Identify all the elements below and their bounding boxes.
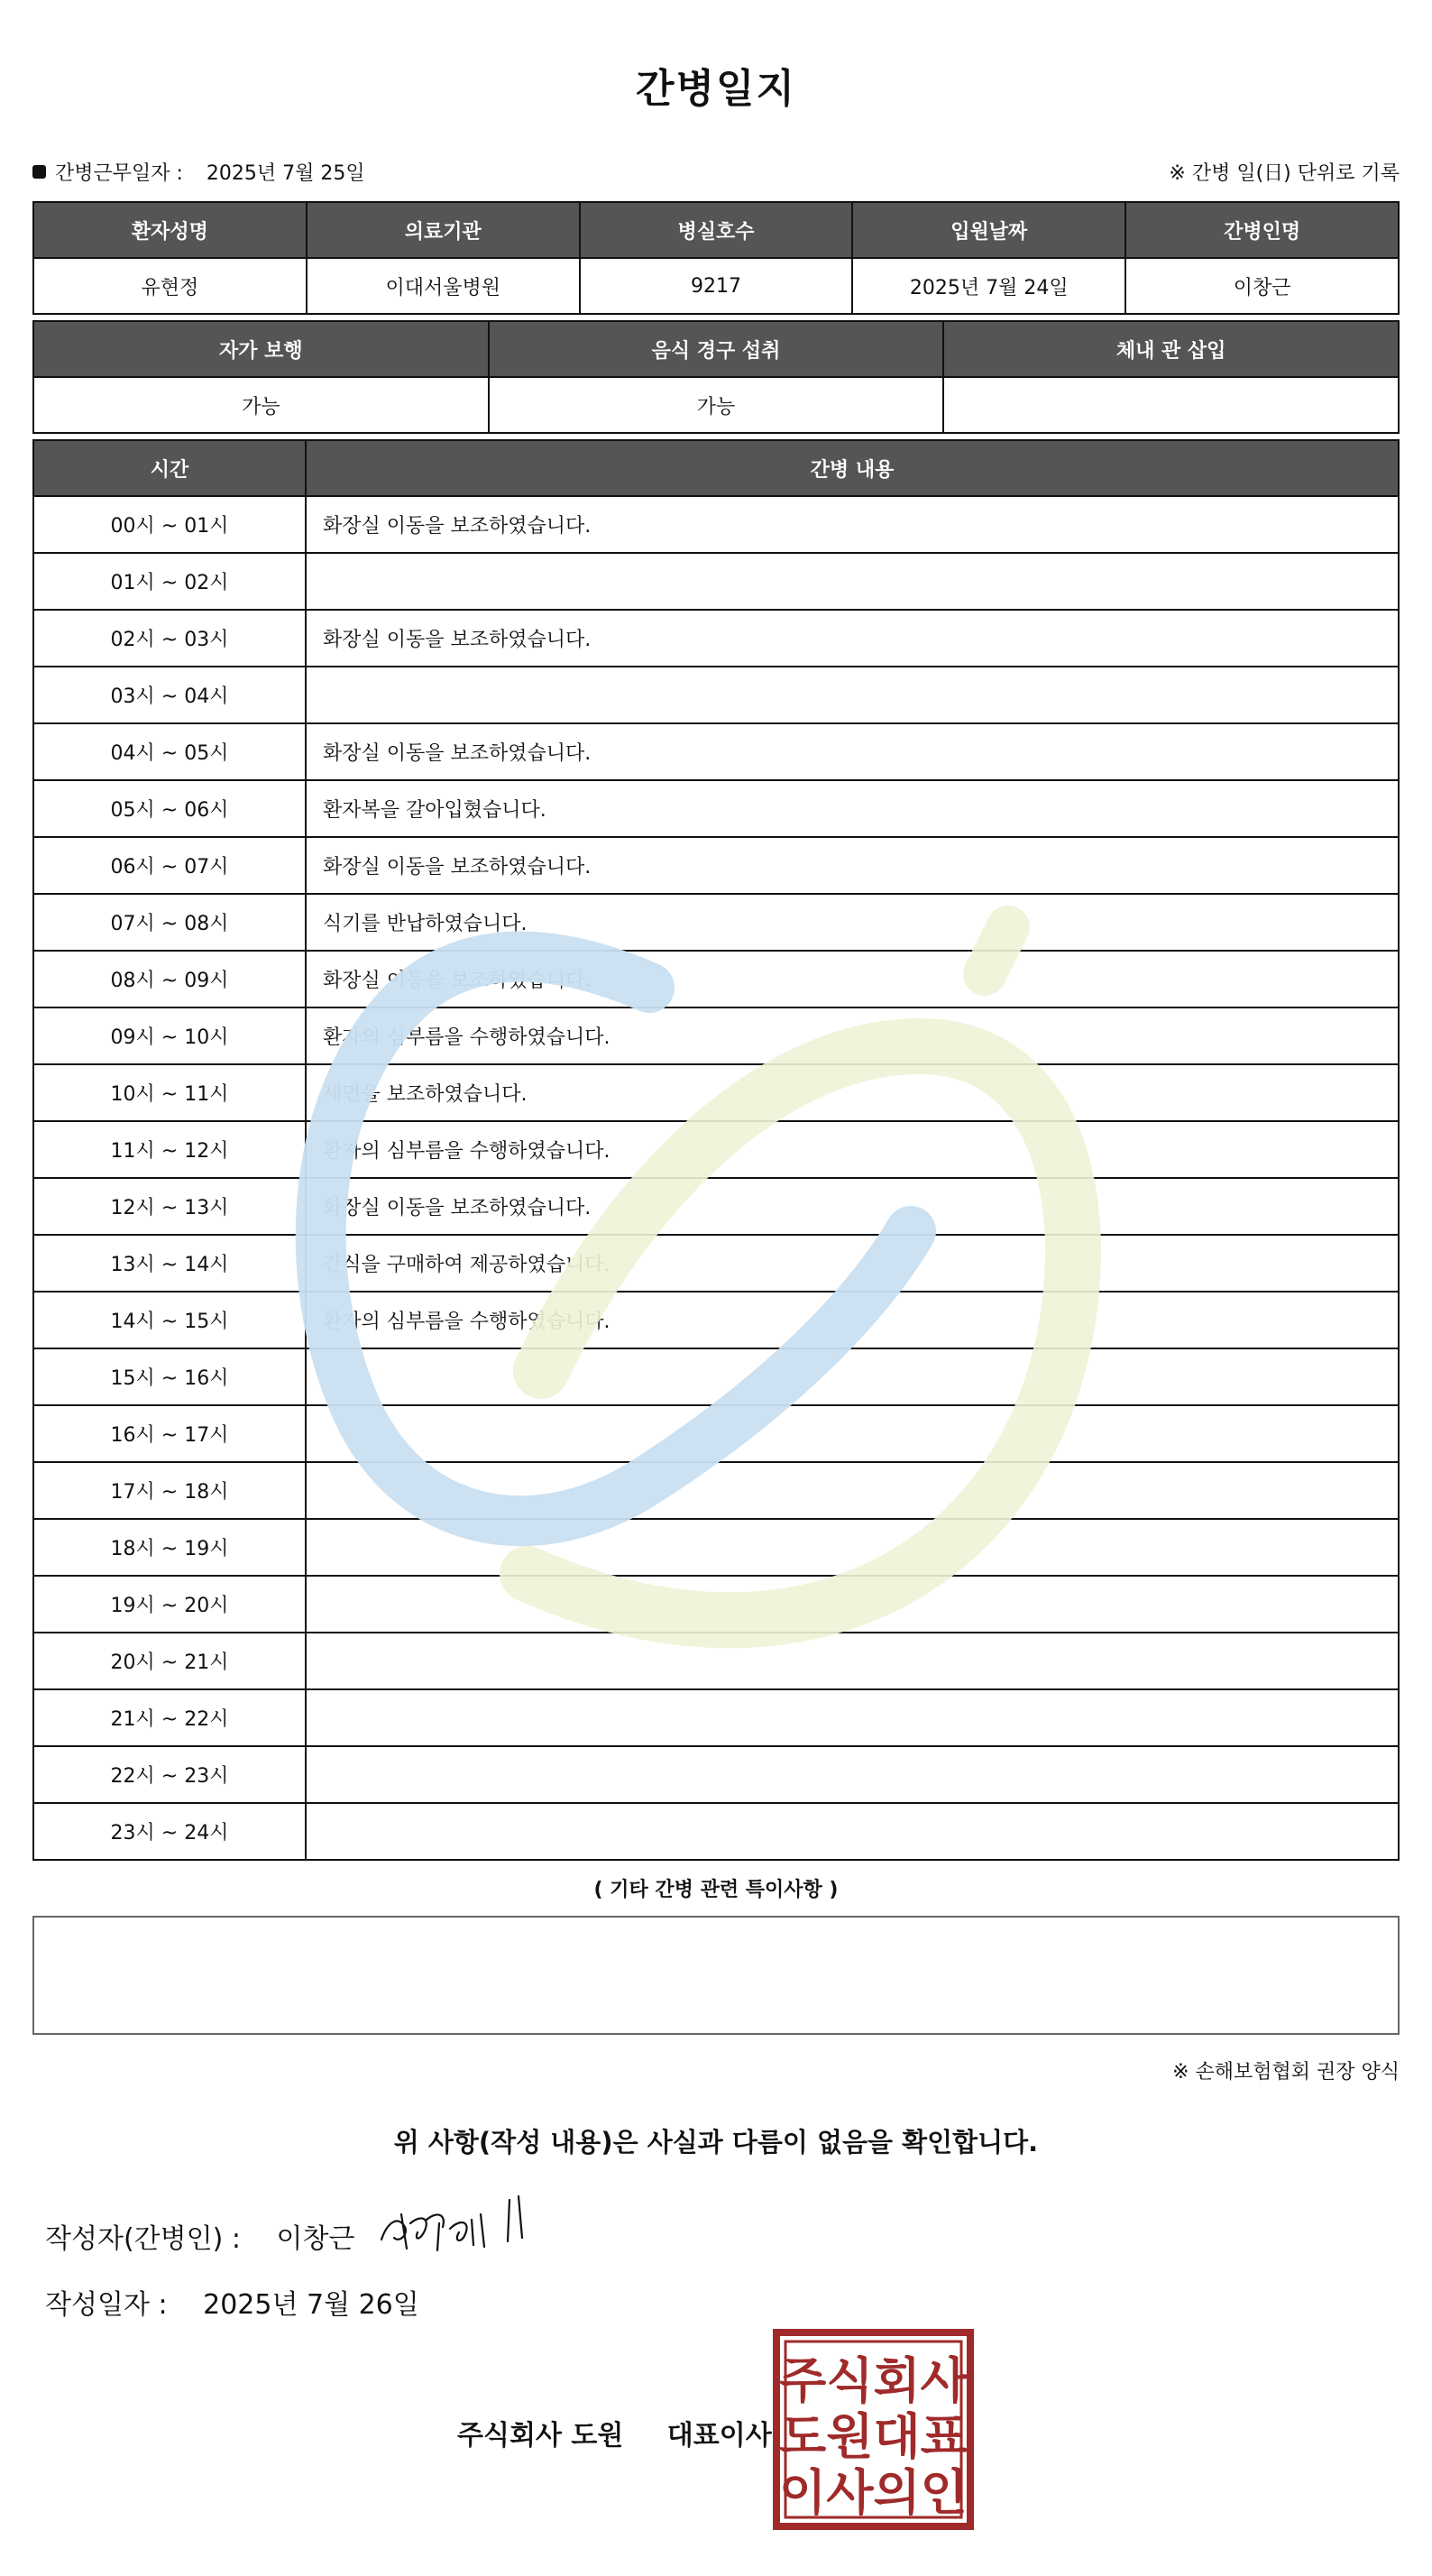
signature-image — [374, 2187, 537, 2259]
table-row — [33, 1462, 1399, 1519]
company-name: 주식회사 도원 — [457, 2420, 624, 2452]
patient-name: 유현정 — [33, 258, 307, 314]
header-room-number: 병실호수 — [580, 202, 853, 258]
time-slot: 12시 ~ 13시 — [33, 1178, 306, 1235]
written-date-line — [45, 2282, 419, 2322]
table-row — [33, 610, 1399, 667]
care-note: 화장실 이동을 보조하였습니다. — [306, 1178, 1399, 1235]
table-row — [33, 1007, 1399, 1064]
care-note — [306, 1803, 1399, 1860]
care-note — [306, 1633, 1399, 1689]
time-slot: 15시 ~ 16시 — [33, 1348, 306, 1405]
care-note: 환자의 심부름을 수행하였습니다. — [306, 1292, 1399, 1348]
header-admission-date: 입원날짜 — [852, 202, 1125, 258]
time-slot: 03시 ~ 04시 — [33, 667, 306, 723]
header-time: 시간 — [33, 440, 306, 496]
table-row — [33, 1235, 1399, 1292]
time-slot: 09시 ~ 10시 — [33, 1007, 306, 1064]
time-slot: 05시 ~ 06시 — [33, 780, 306, 837]
time-slot: 00시 ~ 01시 — [33, 496, 306, 553]
table-row — [33, 496, 1399, 553]
time-slot: 10시 ~ 11시 — [33, 1064, 306, 1121]
source-note: ※ 손해보험협회 권장 양식 — [1172, 2061, 1400, 2084]
table-row — [33, 1746, 1399, 1803]
care-note: 세면을 보조하였습니다. — [306, 1064, 1399, 1121]
care-note — [306, 553, 1399, 610]
time-slot: 21시 ~ 22시 — [33, 1689, 306, 1746]
table-header-row — [33, 202, 1399, 258]
tube-insertion — [943, 377, 1399, 433]
table-row — [33, 1803, 1399, 1860]
table-row — [33, 1576, 1399, 1633]
time-slot: 19시 ~ 20시 — [33, 1576, 306, 1633]
table-row — [33, 894, 1399, 951]
caregiver-name: 이창근 — [1125, 258, 1399, 314]
care-note: 식기를 반납하였습니다. — [306, 894, 1399, 951]
care-note — [306, 1405, 1399, 1462]
hospital: 이대서울병원 — [307, 258, 580, 314]
time-slot: 20시 ~ 21시 — [33, 1633, 306, 1689]
written-date-value: 2025년 7월 26일 — [203, 2289, 419, 2321]
confirmation-statement: 위 사항(작성 내용)은 사실과 다름이 없음을 확인합니다. — [393, 2127, 1039, 2157]
time-slot: 16시 ~ 17시 — [33, 1405, 306, 1462]
care-note: 화장실 이동을 보조하였습니다. — [306, 951, 1399, 1007]
record-unit-note: ※ 간병 일(日) 단위로 기록 — [1169, 162, 1400, 185]
oral-intake: 가능 — [489, 377, 944, 433]
time-slot: 22시 ~ 23시 — [33, 1746, 306, 1803]
care-note: 환자복을 갈아입혔습니다. — [306, 780, 1399, 837]
care-note — [306, 1746, 1399, 1803]
table-row — [33, 1519, 1399, 1576]
care-note: 환자의 심부름을 수행하였습니다. — [306, 1121, 1399, 1178]
table-row — [33, 1689, 1399, 1746]
care-note: 화장실 이동을 보조하였습니다. — [306, 723, 1399, 780]
table-row — [33, 837, 1399, 894]
self-walking: 가능 — [33, 377, 489, 433]
bullet-square-icon — [32, 165, 46, 179]
table-header-row — [33, 440, 1399, 496]
time-slot: 23시 ~ 24시 — [33, 1803, 306, 1860]
table-row — [33, 951, 1399, 1007]
table-row — [33, 1633, 1399, 1689]
work-date — [32, 158, 365, 186]
table-row — [33, 1348, 1399, 1405]
admission-date: 2025년 7월 24일 — [852, 258, 1125, 314]
work-date-label: 간병근무일자 : — [55, 162, 183, 185]
seal-text-line: 도원대표 — [779, 2408, 968, 2465]
care-log-table — [32, 439, 1400, 1861]
time-slot: 08시 ~ 09시 — [33, 951, 306, 1007]
document-title: 간병일지 — [635, 66, 796, 112]
table-row — [33, 1292, 1399, 1348]
care-log-body — [33, 496, 1399, 1860]
time-slot: 01시 ~ 02시 — [33, 553, 306, 610]
header-oral-intake: 음식 경구 섭취 — [489, 321, 944, 377]
header-tube-insertion: 체내 관 삽입 — [943, 321, 1399, 377]
table-row — [33, 1121, 1399, 1178]
table-row — [33, 723, 1399, 780]
company-representative-title: 대표이사 — [666, 2420, 772, 2452]
time-slot: 04시 ~ 05시 — [33, 723, 306, 780]
work-date-value: 2025년 7월 25일 — [206, 162, 365, 185]
company-line — [457, 2413, 772, 2452]
time-slot: 06시 ~ 07시 — [33, 837, 306, 894]
header-caregiver-name: 간병인명 — [1125, 202, 1399, 258]
time-slot: 11시 ~ 12시 — [33, 1121, 306, 1178]
care-note — [306, 1689, 1399, 1746]
table-header-row — [33, 321, 1399, 377]
care-note — [306, 1462, 1399, 1519]
care-note — [306, 1348, 1399, 1405]
care-note — [306, 1519, 1399, 1576]
header-care-content: 간병 내용 — [306, 440, 1399, 496]
time-slot: 13시 ~ 14시 — [33, 1235, 306, 1292]
care-note: 간식을 구매하여 제공하였습니다. — [306, 1235, 1399, 1292]
table-row — [33, 1178, 1399, 1235]
seal-text-line: 이사의인 — [779, 2464, 968, 2521]
time-slot: 17시 ~ 18시 — [33, 1462, 306, 1519]
table-row — [33, 1405, 1399, 1462]
table-row — [33, 1064, 1399, 1121]
remarks-box — [32, 1916, 1400, 2035]
table-row — [33, 553, 1399, 610]
writer-line — [45, 2216, 354, 2256]
patient-info-table — [32, 201, 1400, 315]
header-hospital: 의료기관 — [307, 202, 580, 258]
care-note: 화장실 이동을 보조하였습니다. — [306, 837, 1399, 894]
seal-text-line: 주식회사 — [779, 2352, 968, 2409]
table-row — [33, 377, 1399, 433]
room-number: 9217 — [580, 258, 853, 314]
writer-name: 이창근 — [276, 2223, 355, 2255]
care-note: 화장실 이동을 보조하였습니다. — [306, 496, 1399, 553]
time-slot: 14시 ~ 15시 — [33, 1292, 306, 1348]
care-note — [306, 1576, 1399, 1633]
header-patient-name: 환자성명 — [33, 202, 307, 258]
company-seal-stamp — [773, 2329, 974, 2530]
table-row — [33, 667, 1399, 723]
care-note: 화장실 이동을 보조하였습니다. — [306, 610, 1399, 667]
writer-label: 작성자(간병인) : — [45, 2223, 241, 2255]
table-row — [33, 780, 1399, 837]
time-slot: 18시 ~ 19시 — [33, 1519, 306, 1576]
time-slot: 07시 ~ 08시 — [33, 894, 306, 951]
care-note — [306, 667, 1399, 723]
written-date-label: 작성일자 : — [45, 2289, 168, 2321]
table-row — [33, 258, 1399, 314]
care-note: 환자의 심부름을 수행하였습니다. — [306, 1007, 1399, 1064]
remarks-title: ( 기타 간병 관련 특이사항 ) — [593, 1879, 839, 1901]
time-slot: 02시 ~ 03시 — [33, 610, 306, 667]
meta-row — [32, 158, 1400, 190]
header-self-walking: 자가 보행 — [33, 321, 489, 377]
patient-status-table — [32, 320, 1400, 434]
